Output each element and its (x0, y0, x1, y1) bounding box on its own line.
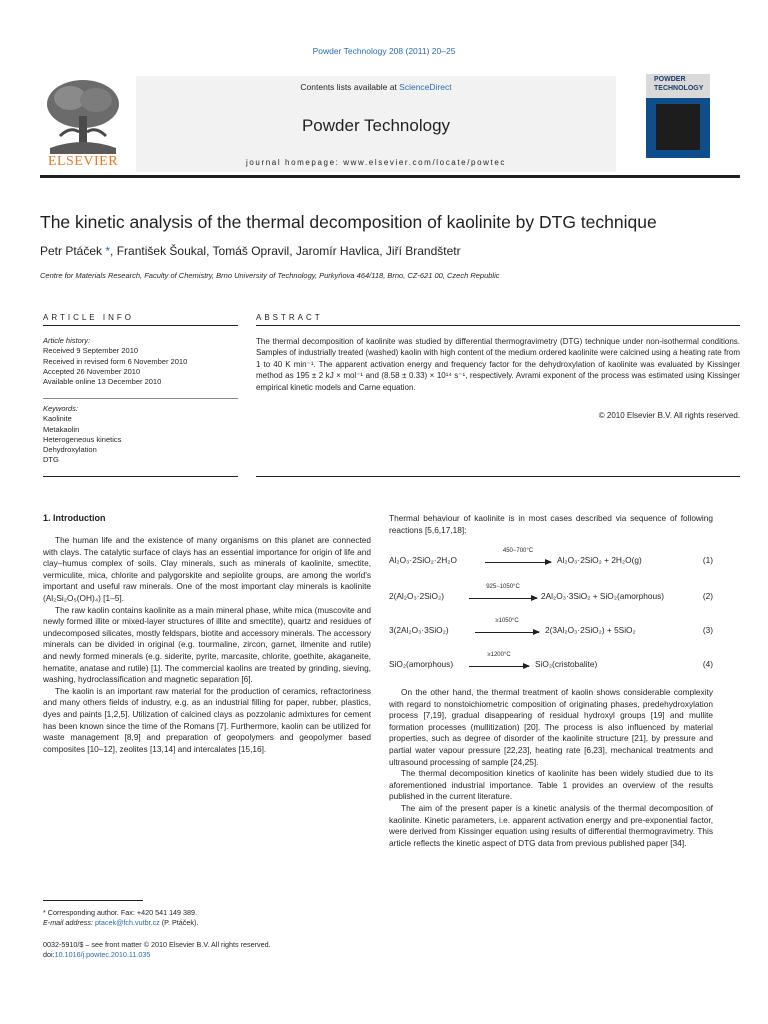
paragraph: The aim of the present paper is a kinetic analysis of the thermal decomposition of kaolinite. Kinetic parameters, i.e. apparent activation energy and pre-exponential factor, were derived from Kissinger equation using results of differential thermogravimetry. This article reflects the kinetic aspect of DTG data from previous published paper [34]. (389, 802, 713, 848)
reactions-lead-text: Thermal behaviour of kaolinite is in most cases described via sequence of following reactions [5,6,17,18]: (389, 513, 713, 535)
history-item: Received 9 September 2010 (43, 346, 139, 356)
doi-label: doi: (43, 950, 55, 959)
equation-2 (389, 584, 713, 607)
abstract-text: The thermal decomposition of kaolinite was studied by differential thermogravimetry (DTG) technique under non-isothermal conditions. Samples of industrially treated (washed) kaolin with high content of the medium ordered kaolinite were calcined using a heating rate from 1 to 40 K min⁻¹. The apparent activation energy and frequency factor for the dehydroxylation of kaolinite was evaluated by Kissinger method as 195 ± 2 kJ × mol⁻¹ and (8.58 ± 0.33) × 10¹⁴ s⁻¹, respectively. Avrami exponent of the process was estimated using Kissinger empirical kinetic models and Carne equation. (256, 337, 740, 392)
issn-doi-block (43, 940, 373, 960)
corresponding-author-marker[interactable]: * (102, 244, 111, 258)
equation-condition: 925−1050°C (486, 584, 520, 590)
article-title: The kinetic analysis of the thermal decomposition of kaolinite by DTG technique (40, 212, 657, 232)
abstract-bottom-rule (256, 476, 740, 477)
equation-condition: ≥1050°C (495, 618, 519, 624)
equation-rhs: SiO₂(cristobalite) (535, 659, 598, 669)
history-item: Received in revised form 6 November 2010 (43, 356, 188, 366)
author-list (40, 244, 740, 258)
equation-rhs: 2Al₂O₃·3SiO₂ + SiO₂(amorphous) (541, 591, 665, 601)
publisher-name: ELSEVIER (47, 154, 119, 169)
corresponding-author-footnote (43, 908, 373, 928)
abstract-rule (256, 325, 740, 326)
equation-rhs: 2(3Al₂O₃·2SiO₂) + 5SiO₂ (545, 625, 636, 635)
author-rest: , František Šoukal, Tomáš Opravil, Jaromír Havlica, Jiří Brandštetr (110, 244, 461, 258)
paragraph: The kaolin is an important raw material for the production of ceramics, refractoriness and many others fields of industry, e.g. as an industrial filling for paper, rubber, plastics, dyes and paints [1,2,5]. Utilization of calcined clays as pozzolanic admixtures for cement has been known since the time of the Romans [7]. Furthermore, kaolin can be utilized for waste management [8,9] and preparation of geopolymers and geopolymer based composites [10–12], zeolites [13,14] and intercalates [15,16]. (43, 685, 371, 754)
history-item: Accepted 26 November 2010 (43, 366, 141, 376)
equation-lhs: 2(Al₂O₃·2SiO₂) (389, 591, 444, 601)
email-suffix: (P. Ptáček). (159, 918, 199, 927)
journal-cover-image (646, 74, 710, 158)
paragraph: The raw kaolin contains kaolinite as a main mineral phase, white mica (muscovite and newly formed illite or mixed-layer structures of illite and smectite), quartz and residues of undecomposed silicates, mostly feldspars, biotite and accessory minerals. The accessory minerals can be divided in original (e.g. tourmaline, zircon, garnet, ilmenite and rutile) and newly formed minerals (e.g. siderite, pyrite, marcasite, chlorite, goethite, akaganeite, hematite, anatase and rutile) [1]. The commercial kaolins are treated by grinding, sieving, washing, hydroclassification and magnetic separation [6]. (43, 604, 371, 685)
contents-prefix: Contents lists available at (300, 82, 400, 92)
author-email-link[interactable]: ptacek@fch.vutbr.cz (94, 918, 160, 927)
reaction-arrow-icon (485, 562, 551, 563)
equation-number: (4) (702, 659, 713, 669)
reaction-arrow-icon (469, 598, 537, 599)
history-label: Article history: (43, 336, 91, 345)
section-heading-introduction: 1. Introduction (43, 513, 106, 523)
introduction-body (43, 535, 371, 755)
history-item: Available online 13 December 2010 (43, 377, 162, 387)
doi-link[interactable]: 10.1016/j.powtec.2010.11.035 (54, 950, 151, 959)
equation-3 (389, 618, 713, 641)
equation-number: (3) (702, 625, 713, 635)
masthead-banner (136, 76, 616, 172)
email-label: E-mail address: (43, 918, 95, 927)
keyword-item: Dehydroxylation (43, 445, 97, 455)
sciencedirect-link[interactable]: ScienceDirect (399, 82, 452, 92)
paragraph: The human life and the existence of many organisms on this planet are connected with clays. The catalytic surface of clays has an essential importance for origin of life and clay–humus complex of soils. Clay minerals, such as minerals of kaolinite, smectite, vermiculite, mica, chlorite and palygorskite and sepiolite groups, are among the world's important and useful raw minerals. One of the most important clay minerals is kaolinite (Al₂Si₂O₅(OH)₄) [1–5]. (43, 535, 371, 603)
journal-masthead (40, 70, 740, 174)
equation-lhs: 3(2Al₂O₃·3SiO₂) (389, 625, 449, 635)
article-info-rule (43, 325, 238, 326)
masthead-divider (40, 175, 740, 178)
cover-title-1: POWDER (654, 76, 686, 83)
equation-condition: ≥1200°C (487, 652, 511, 658)
keyword-item: Heterogeneous kinetics (43, 434, 122, 444)
author-affiliation: Centre for Materials Research, Faculty of Chemistry, Brno University of Technology, Purkyňova 464/118, Brno, CZ-621 00, Czech Republic (40, 271, 500, 280)
paragraph: On the other hand, the thermal treatment of kaolin shows considerable complexity with regard to nonstoichiometric composition of originating phases, predehydroxylation process [7,19], gradual disappearing of residual hydroxyl groups [19] and mullite formation processes (mullitization) [20]. The process is also influenced by material properties, such as degree of disorder of the kaolinite structure [21], by pressure and partial water vapour pressure [22,23], heating rate [6,23], mechanical treatments and ultrasound processing of sample [24,25]. (389, 687, 713, 767)
contents-line (136, 82, 616, 92)
article-info-heading: ARTICLE INFO (43, 313, 134, 322)
journal-homepage-link[interactable]: journal homepage: www.elsevier.com/locate/powtec (245, 158, 506, 167)
abstract-copyright: © 2010 Elsevier B.V. All rights reserved. (598, 411, 740, 420)
history-divider (43, 398, 238, 399)
equation-lhs: SiO₂(amorphous) (389, 659, 454, 669)
equation-1 (389, 548, 713, 571)
equation-number: (2) (702, 591, 713, 601)
right-column-body (389, 687, 713, 849)
reaction-arrow-icon (469, 666, 529, 667)
reaction-arrow-icon (475, 632, 539, 633)
issn-line: 0032-5910/$ – see front matter © 2010 Elsevier B.V. All rights reserved. (43, 940, 271, 949)
keyword-item: Metakaolin (43, 424, 80, 434)
equation-rhs: Al₂O₃·2SiO₂ + 2H₂O(g) (557, 555, 642, 565)
footnote-fax: * Corresponding author. Fax: +420 541 149 389. (43, 908, 198, 917)
journal-name: Powder Technology (301, 116, 451, 135)
equation-number: (1) (702, 555, 713, 565)
article-info-bottom-rule (43, 476, 238, 477)
cover-title-2: TECHNOLOGY (654, 85, 704, 92)
equation-lhs: Al₂O₃·2SiO₂·2H₂O (389, 555, 457, 565)
keyword-item: Kaolinite (43, 414, 72, 424)
author-first[interactable]: Petr Ptáček (40, 244, 103, 258)
keyword-item: DTG (43, 455, 59, 465)
equation-condition: 450−700°C (502, 548, 534, 554)
footnote-rule (43, 900, 143, 901)
keywords-label: Keywords: (43, 404, 79, 413)
keywords-list (43, 404, 238, 466)
article-history (43, 336, 238, 387)
abstract-heading: ABSTRACT (256, 313, 323, 322)
journal-reference-link[interactable]: Powder Technology 208 (2011) 20–25 (312, 46, 456, 56)
equation-4 (389, 652, 713, 675)
cover-artwork (656, 104, 700, 150)
paragraph: The thermal decomposition kinetics of kaolinite has been widely studied due to its aforementioned industrial importance. Table 1 provides an overview of the results published in the current literature. (389, 768, 713, 802)
